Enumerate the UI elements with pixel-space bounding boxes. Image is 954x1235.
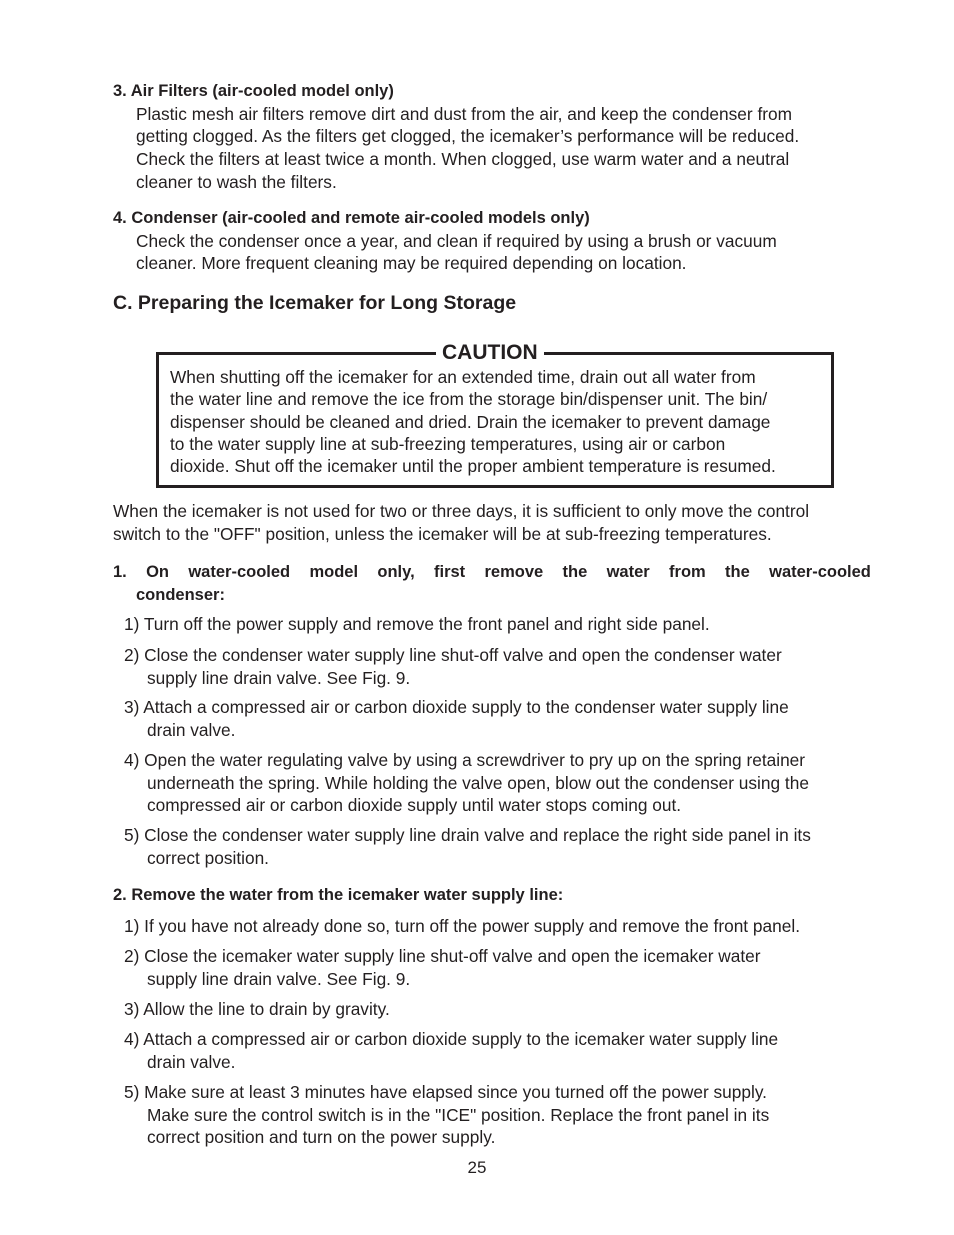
part1-heading-cont: condenser:: [136, 585, 225, 604]
step-line: correct position.: [147, 847, 269, 868]
part2-step-1: [124, 915, 800, 938]
heading-word: the: [725, 563, 750, 581]
part1-step-4: [124, 749, 809, 817]
heading-word: first: [433, 563, 466, 581]
heading-word: only,: [377, 563, 415, 581]
text-line: to the water supply line at sub-freezing temperatures, using air or carbon: [170, 433, 726, 454]
page-number: 25: [467, 1158, 487, 1177]
part2-step-5: [124, 1081, 769, 1149]
condenser-section: [113, 207, 777, 275]
text-line: the water line and remove the ice from the storage bin/dispenser unit. The bin/: [170, 389, 768, 410]
text-line: Plastic mesh air filters remove dirt and dust from the air, and keep the condenser from: [136, 103, 793, 124]
part1-step-5: [124, 824, 811, 869]
caution-title: CAUTION: [436, 340, 544, 366]
step-line: supply line drain valve. See Fig. 9.: [147, 968, 411, 989]
step-line: 4) Attach a compressed air or carbon dioxide supply to the icemaker water supply line: [124, 1029, 779, 1049]
heading-word: water: [606, 563, 650, 581]
step-line: compressed air or carbon dioxide supply until water stops coming out.: [147, 795, 682, 816]
text-line: When the icemaker is not used for two or three days, it is sufficient to only move the control: [113, 501, 810, 521]
heading-word: water-cooled: [769, 563, 871, 581]
step-line: supply line drain valve. See Fig. 9.: [147, 667, 411, 688]
step-line: 5) Make sure at least 3 minutes have elapsed since you turned off the power supply.: [124, 1082, 767, 1102]
part1-heading: [113, 561, 871, 606]
part2-step-3: [124, 998, 390, 1021]
air-filters-section: [113, 80, 799, 194]
step-line: correct position and turn on the power supply.: [147, 1127, 496, 1148]
heading-word: On: [146, 563, 170, 581]
step-line: drain valve.: [147, 1051, 236, 1072]
heading-word: model: [309, 563, 359, 581]
step-line: 2) Close the condenser water supply line shut-off valve and open the condenser water: [124, 645, 782, 665]
heading-word: remove: [484, 563, 544, 581]
heading-word: from: [669, 563, 706, 581]
text-line: cleaner to wash the filters.: [136, 171, 337, 192]
air-filters-heading: 3. Air Filters (air-cooled model only): [113, 82, 394, 100]
text-line: When shutting off the icemaker for an extended time, drain out all water from: [170, 367, 756, 387]
part1-step-3: [124, 696, 789, 741]
text-line: dioxide. Shut off the icemaker until the proper ambient temperature is resumed.: [170, 456, 776, 477]
text-line: Check the condenser once a year, and clean if required by using a brush or vacuum: [136, 230, 777, 251]
part2-step-2: [124, 945, 761, 990]
part1-step-1: [124, 613, 710, 636]
text-line: cleaner. More frequent cleaning may be required depending on location.: [136, 253, 687, 274]
part2-heading: 2. Remove the water from the icemaker water supply line:: [113, 886, 564, 904]
text-line: dispenser should be cleaned and dried. Drain the icemaker to prevent damage: [170, 411, 771, 432]
part1-step-2: [124, 644, 782, 689]
step-line: 3) Attach a compressed air or carbon dioxide supply to the condenser water supply line: [124, 697, 789, 717]
part1-heading-line: [113, 561, 871, 584]
heading-word: 1.: [113, 563, 127, 581]
heading-word: the: [562, 563, 588, 581]
step-line: 2) Close the icemaker water supply line shut-off valve and open the icemaker water: [124, 946, 761, 966]
caution-text: [170, 366, 830, 477]
step-line: drain valve.: [147, 719, 236, 740]
heading-word: water-cooled: [188, 563, 291, 581]
step-line: Make sure the control switch is in the "ICE" position. Replace the front panel in its: [147, 1104, 770, 1125]
condenser-heading: 4. Condenser (air-cooled and remote air-cooled models only): [113, 209, 590, 227]
condenser-body: [113, 230, 777, 275]
text-line: switch to the "OFF" position, unless the icemaker will be at sub-freezing temperatures.: [113, 523, 772, 544]
text-line: getting clogged. As the filters get clogged, the icemaker’s performance will be reduced.: [136, 126, 800, 147]
step-line: 5) Close the condenser water supply line drain valve and replace the right side panel in its: [124, 825, 811, 845]
text-line: Check the filters at least twice a month. When clogged, use warm water and a neutral: [136, 149, 790, 170]
section-c-heading: C. Preparing the Icemaker for Long Storage: [113, 292, 517, 314]
step-line: 1) Turn off the power supply and remove the front panel and right side panel.: [124, 614, 710, 634]
step-line: 3) Allow the line to drain by gravity.: [124, 999, 390, 1019]
intro-paragraph: [113, 500, 809, 545]
step-line: 1) If you have not already done so, turn off the power supply and remove the front panel.: [124, 916, 800, 936]
air-filters-body: [113, 103, 799, 194]
part2-step-4: [124, 1028, 778, 1073]
step-line: underneath the spring. While holding the valve open, blow out the condenser using the: [147, 772, 809, 793]
step-line: 4) Open the water regulating valve by using a screwdriver to pry up on the spring retainer: [124, 750, 806, 770]
